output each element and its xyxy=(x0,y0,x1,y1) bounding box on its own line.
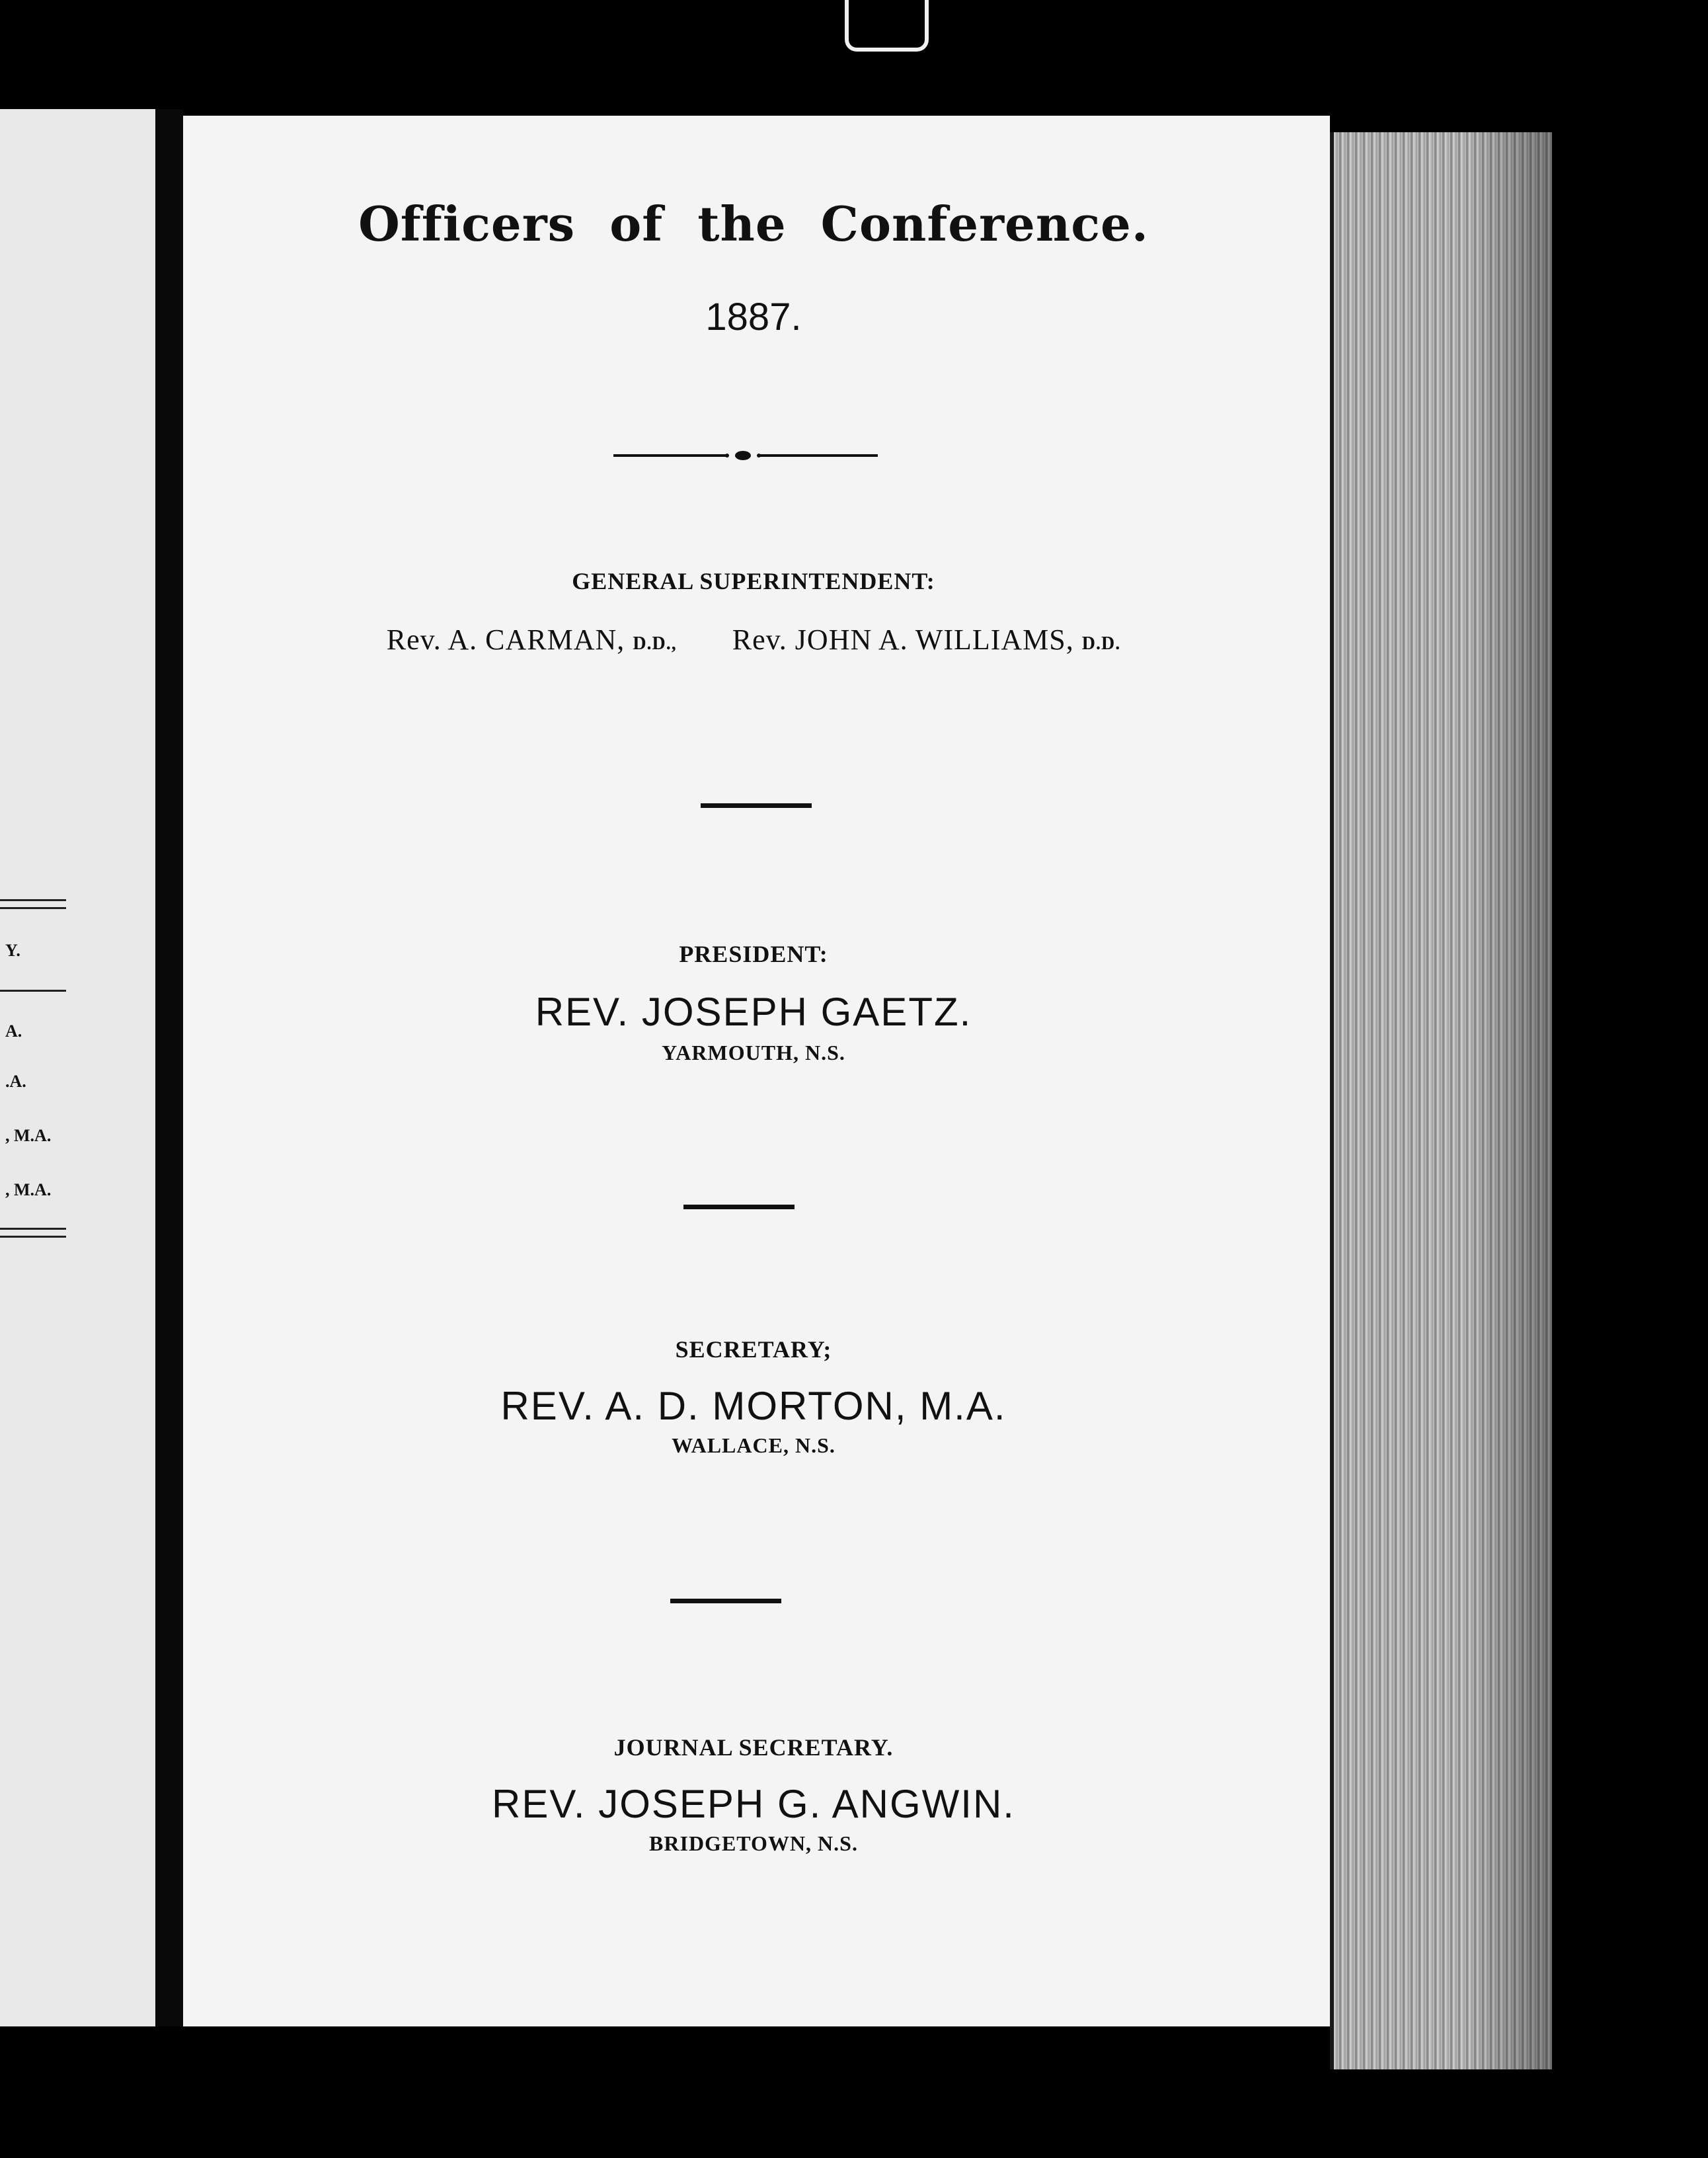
left-page-text: Y. xyxy=(5,941,20,960)
president-name: REV. JOSEPH GAETZ. xyxy=(535,990,972,1034)
left-page-rule xyxy=(0,990,66,992)
left-page-rule xyxy=(0,1236,66,1238)
secretary-name: REV. A. D. MORTON, M.A. xyxy=(500,1384,1007,1428)
journal-secretary-label: JOURNAL SECRETARY. xyxy=(613,1734,894,1761)
page-title xyxy=(330,196,1177,252)
title-word: Conference. xyxy=(820,196,1149,252)
left-page-rule xyxy=(0,1228,66,1230)
title-word: Officers xyxy=(358,196,576,252)
secretary-place: WALLACE, N.S. xyxy=(672,1433,835,1457)
general-superintendent-names xyxy=(278,623,1229,657)
journal-secretary-name: REV. JOSEPH G. ANGWIN. xyxy=(492,1782,1015,1826)
book-gutter xyxy=(155,109,183,2026)
left-page-rule xyxy=(0,907,66,909)
left-page-rule xyxy=(0,899,66,901)
title-prefix: Rev. xyxy=(386,623,442,656)
secretary-label: SECRETARY; xyxy=(675,1336,832,1363)
title-prefix: Rev. xyxy=(732,623,787,656)
left-page-fragment xyxy=(0,109,155,2026)
title-word: of xyxy=(609,196,664,252)
section-divider xyxy=(701,803,812,808)
page-edges xyxy=(1330,132,1552,2069)
president-label: PRESIDENT: xyxy=(679,941,828,967)
person-name: A. CARMAN, xyxy=(447,623,625,656)
president-place: YARMOUTH, N.S. xyxy=(662,1041,845,1064)
journal-secretary-place: BRIDGETOWN, N.S. xyxy=(649,1831,858,1855)
left-page-text: , M.A. xyxy=(5,1180,52,1199)
left-page-text: A. xyxy=(5,1021,22,1041)
title-word: the xyxy=(697,196,787,252)
person-name: JOHN A. WILLIAMS, xyxy=(795,623,1074,656)
left-page-text: , M.A. xyxy=(5,1126,52,1145)
ornamental-rule xyxy=(613,451,878,460)
section-divider xyxy=(670,1599,781,1603)
general-superintendent-label: GENERAL SUPERINTENDENT: xyxy=(572,568,935,594)
year: 1887. xyxy=(705,296,802,339)
degree: D.D. xyxy=(1081,633,1121,654)
section-divider xyxy=(683,1205,795,1209)
left-page-text: .A. xyxy=(5,1072,26,1091)
binding-tab xyxy=(845,0,929,52)
degree: D.D., xyxy=(633,633,677,654)
